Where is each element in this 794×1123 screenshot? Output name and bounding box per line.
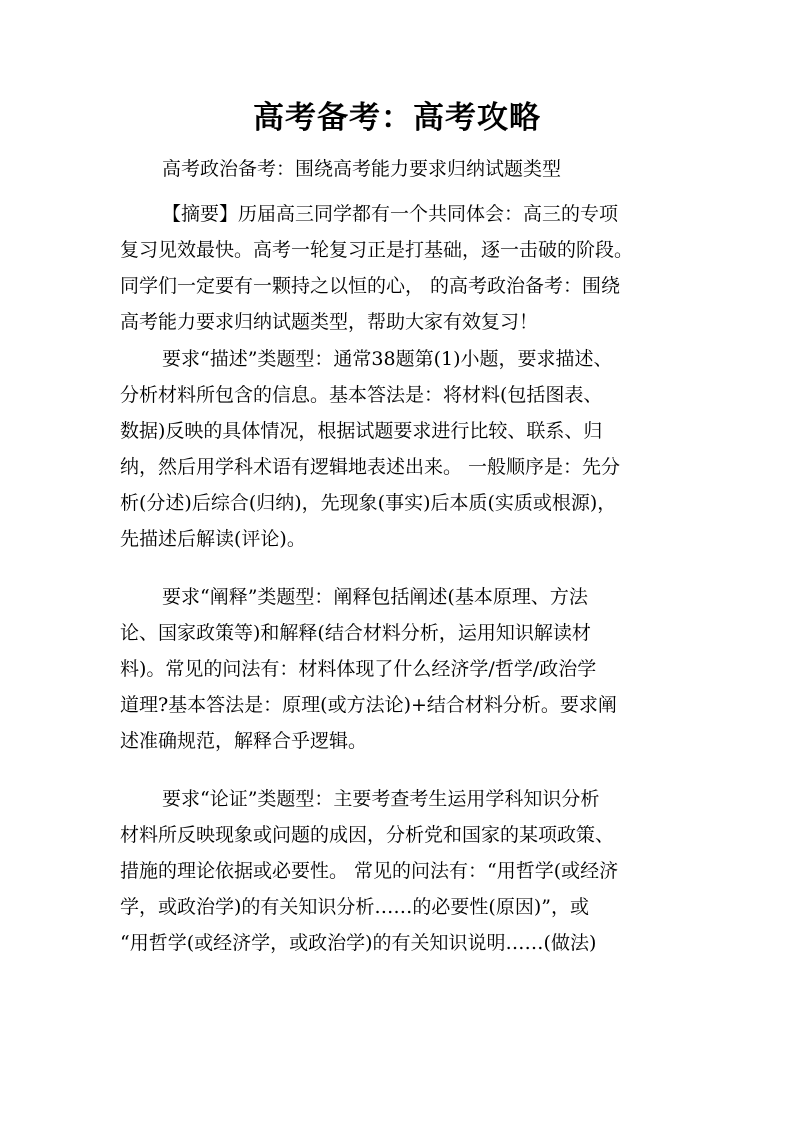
paragraph-line: 析(分述)后综合(归纳)，先现象(事实)后本质(实质或根源)，	[120, 492, 617, 514]
paragraph-line: “用哲学(或经济学，或政治学)的有关知识说明……(做法)	[120, 932, 597, 954]
paragraph-line: 要求“阐释”类题型：阐释包括阐述(基本原理、方法	[162, 586, 588, 608]
document-title: 高考备考：高考攻略	[253, 100, 541, 136]
paragraph-line: 同学们一定要有一颗持之以恒的心， 的高考政治备考：围绕	[120, 275, 621, 297]
paragraph-line: 复习见效最快。高考一轮复习正是打基础，逐一击破的阶段。	[120, 239, 634, 261]
paragraph-line: 论、国家政策等)和解释(结合材料分析，运用知识解读材	[120, 622, 591, 644]
paragraph-line: 要求“论证”类题型：主要考查考生运用学科知识分析	[162, 788, 600, 810]
paragraph-line: 纳，然后用学科术语有逻辑地表述出来。 一般顺序是：先分	[120, 456, 621, 478]
paragraph-line: 料)。常见的问法有：材料体现了什么经济学/哲学/政治学	[120, 658, 597, 680]
paragraph-line: 措施的理论依据或必要性。 常见的问法有：“用哲学(或经济	[120, 860, 619, 882]
paragraph-line: 【摘要】历届高三同学都有一个共同体会：高三的专项	[162, 203, 619, 225]
paragraph-line: 学，或政治学)的有关知识分析……的必要性(原因)”，或	[120, 896, 589, 918]
paragraph-line: 要求“描述”类题型：通常38题第(1)小题，要求描述、	[162, 348, 613, 370]
paragraph-line: 先描述后解读(评论)。	[120, 528, 306, 550]
document-subtitle: 高考政治备考：围绕高考能力要求归纳试题类型	[162, 158, 562, 180]
paragraph-line: 高考能力要求归纳试题类型，帮助大家有效复习！	[120, 311, 539, 333]
paragraph-line: 数据)反映的具体情况，根据试题要求进行比较、联系、归	[120, 420, 603, 442]
paragraph-line: 材料所反映现象或问题的成因，分析党和国家的某项政策、	[120, 824, 615, 846]
paragraph-line: 分析材料所包含的信息。基本答法是：将材料(包括图表、	[120, 384, 603, 406]
paragraph-line: 述准确规范，解释合乎逻辑。	[120, 730, 368, 752]
paragraph-line: 道理?基本答法是：原理(或方法论)+结合材料分析。要求阐	[120, 694, 617, 716]
